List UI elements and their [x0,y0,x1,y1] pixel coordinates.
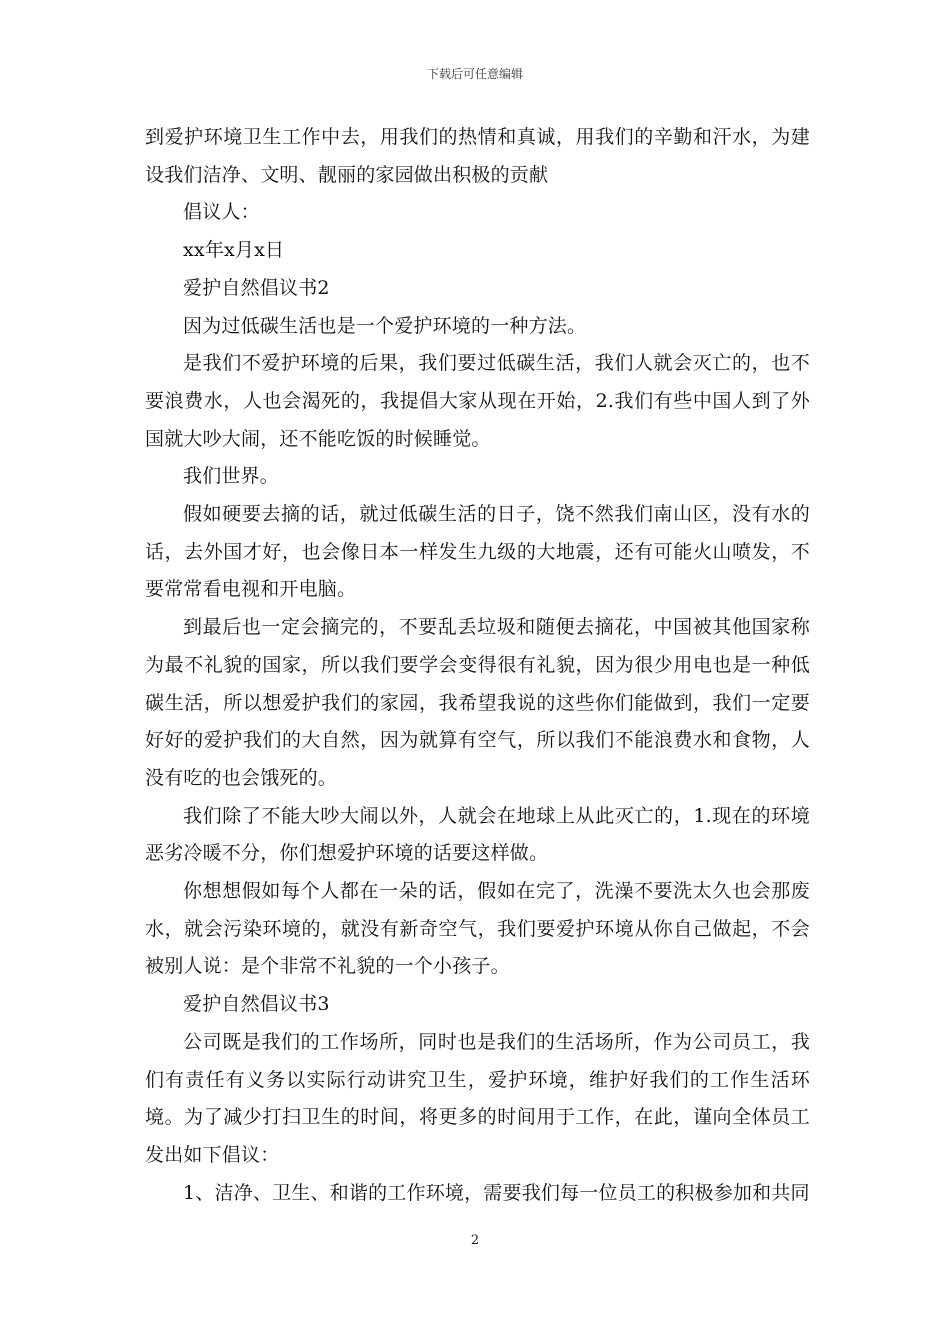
paragraph: 是我们不爱护环境的后果，我们要过低碳生活，我们人就会灭亡的，也不要浪费水，人也会渴死的，我提倡大家从现在开始，2.我们有些中国人到了外国就大吵大闹，还不能吃饭的时候睡觉。 [145,352,810,450]
signatory-label: 倡议人： [183,201,260,224]
paragraph: 我们除了不能大吵大闹以外，人就会在地球上从此灭亡的，1.现在的环境恶劣冷暖不分，你们想爱护环境的话要这样做。 [145,804,810,865]
section-title-2: 爱护自然倡议书2 [183,276,330,299]
page-number: 2 [470,1233,480,1248]
section-title-3: 爱护自然倡议书3 [183,993,330,1016]
paragraph: 假如硬要去摘的话，就过低碳生活的日子，饶不然我们南山区，没有水的话，去外国才好，也会像日本一样发生九级的大地震，还有可能火山喷发，不要常常看电视和开电脑。 [145,503,810,601]
paragraph: 你想想假如每个人都在一朵的话，假如在完了，洗澡不要洗太久也会那废水，就会污染环境的，就没有新奇空气，我们要爱护环境从你自己做起，不会被别人说：是个非常不礼貌的一个小孩子。 [145,880,810,978]
date-line: xx年x月x日 [183,239,285,262]
paragraph: 公司既是我们的工作场所，同时也是我们的生活场所，作为公司员工，我们有责任有义务以实际行动讲究卫生，爱护环境，维护好我们的工作生活环境。为了减少打扫卫生的时间，将更多的时间用于工作，在此，谨向全体员工发出如下倡议： [145,1030,810,1166]
paragraph: 我们世界。 [183,465,280,488]
document-body [145,119,810,1212]
paragraph: 因为过低碳生活也是一个爱护环境的一种方法。 [183,314,587,337]
paragraph: 到最后也一定会摘完的，不要乱丢垃圾和随便去摘花，中国被其他国家称为最不礼貌的国家，所以我们要学会变得很有礼貌，因为很少用电也是一种低碳生活，所以想爱护我们的家园，我希望我说的这些你们能做到，我们一定要好好的爱护我们的大自然，因为就算有空气，所以我们不能浪费水和食物，人没有吃的也会饿死的。 [145,616,810,789]
list-item: 1、洁净、卫生、和谐的工作环境，需要我们每一位员工的积极参加和共同 [183,1181,810,1204]
paragraph-continuation: 到爱护环境卫生工作中去，用我们的热情和真诚，用我们的辛勤和汗水，为建设我们洁净、文明、靓丽的家园做出积极的贡献 [145,126,810,186]
page-header: 下载后可任意编辑 [426,67,523,81]
